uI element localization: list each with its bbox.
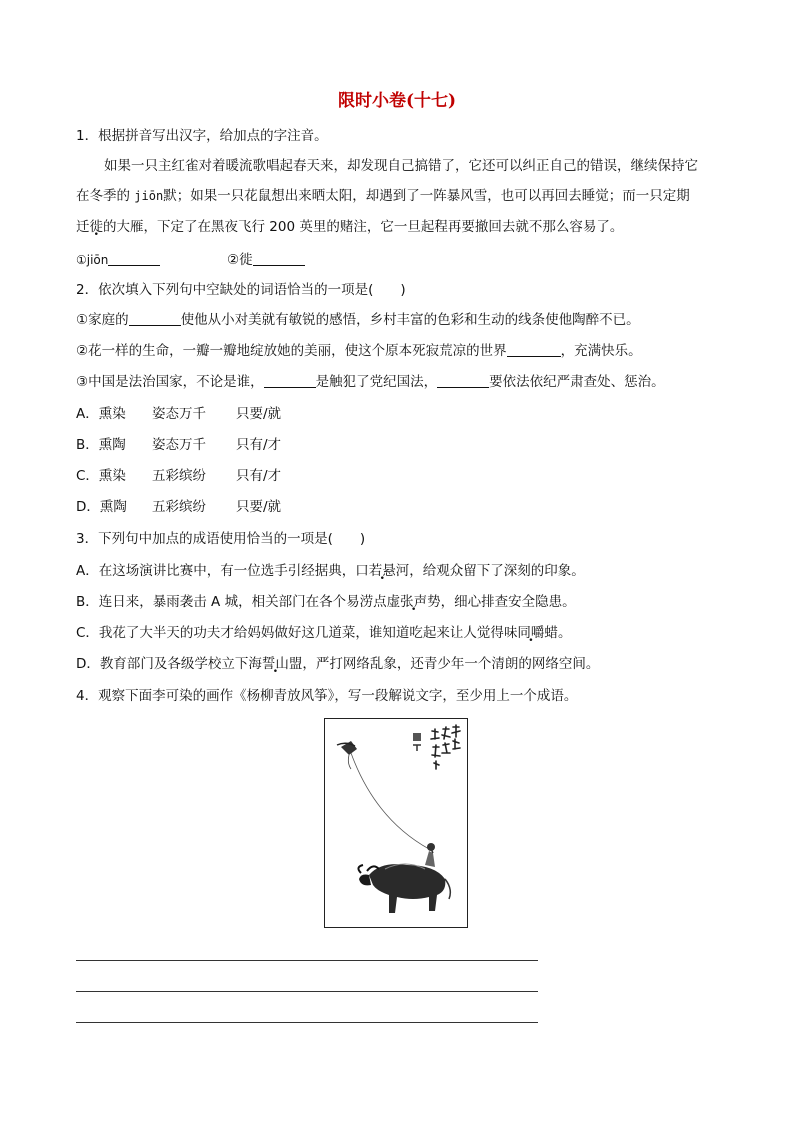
answer-label-1: ①jiōn <box>76 253 109 267</box>
answer-blank-1[interactable] <box>108 251 160 266</box>
q1-passage-line-3 <box>76 217 623 237</box>
dotted-char: 徙 <box>89 219 103 235</box>
option-word: 只要/就 <box>236 406 282 422</box>
option-label: B．熏陶 <box>76 437 126 453</box>
dotted-idiom: 味同嚼蜡 <box>503 625 558 641</box>
q3-stem: 3．下列句中加点的成语使用恰当的一项是( ) <box>76 531 366 547</box>
answer-label-2: ②徙 <box>226 252 253 268</box>
q2-text: ①家庭的 <box>76 312 129 328</box>
q2-text: 是触犯了党纪国法， <box>315 374 438 390</box>
kite-icon <box>337 741 357 769</box>
answer-line-2[interactable] <box>76 991 538 992</box>
option-text: C．我花了大半天的功夫才给妈妈做好这几道菜，谁知道吃起来让人觉得 <box>76 625 504 641</box>
option-text: D．教育部门及各级学校立下 <box>76 656 249 672</box>
fill-blank[interactable] <box>507 342 561 357</box>
q2-text: 使他从小对美就有敏锐的感悟，乡村丰富的色彩和生动的线条使他陶醉不已。 <box>180 312 640 328</box>
fill-blank[interactable] <box>129 311 181 326</box>
q2-text: ②花一样的生命，一瓣一瓣地绽放她的美丽，使这个原本死寂荒凉的世界 <box>76 343 507 359</box>
option-text: A．在这场演讲比赛中，有一位选手引经据典， <box>76 563 356 579</box>
painting-image <box>324 718 468 928</box>
q3-option-d[interactable] <box>76 654 599 674</box>
option-label: C．熏染 <box>76 468 126 484</box>
q1-text: 在冬季的 <box>76 188 135 204</box>
q2-option-a[interactable] <box>76 404 281 424</box>
option-word: 姿态万千 <box>152 437 206 453</box>
option-text: 。 <box>557 625 572 641</box>
q1-answers <box>76 250 305 270</box>
q1-pinyin: jiōn <box>134 189 164 203</box>
answer-line-3[interactable] <box>76 1022 538 1023</box>
dotted-idiom: 海誓山盟 <box>248 656 303 672</box>
option-text: ，给观众留下了深刻的印象。 <box>409 563 585 579</box>
q3-option-b[interactable] <box>76 592 576 612</box>
calligraphy-inscription <box>431 725 460 769</box>
option-word: 只有/才 <box>236 468 282 484</box>
fill-blank[interactable] <box>437 373 489 388</box>
fill-blank[interactable] <box>264 373 316 388</box>
q2-option-d[interactable] <box>76 497 281 517</box>
q2-text: ③中国是法治国家，不论是谁， <box>76 374 264 390</box>
option-text: ，细心排查安全隐患。 <box>440 594 576 610</box>
seal-stamp <box>413 733 421 751</box>
q2-option-b[interactable] <box>76 435 281 455</box>
kite-buffalo-painting <box>325 719 467 927</box>
option-word: 五彩缤纷 <box>152 468 206 484</box>
option-text: B．连日来，暴雨袭击 A 城，相关部门在各个易涝点 <box>76 594 387 610</box>
option-word: 五彩缤纷 <box>152 499 206 515</box>
q2-option-c[interactable] <box>76 466 281 486</box>
answer-blank-2[interactable] <box>253 251 305 266</box>
option-word: 只要/就 <box>236 499 282 515</box>
option-label: D．熏陶 <box>76 499 127 515</box>
q2-text: ，充满快乐。 <box>560 343 642 359</box>
answer-line-1[interactable] <box>76 960 538 961</box>
boy-figure <box>425 843 435 867</box>
q3-option-a[interactable] <box>76 561 585 581</box>
q2-sentence-2 <box>76 341 642 361</box>
q2-stem: 2．依次填入下列句中空缺处的词语恰当的一项是( ) <box>76 282 406 298</box>
option-text: ，严打网络乱象，还青少年一个清朗的网络空间。 <box>302 656 600 672</box>
q1-passage-line-1: 如果一只主红雀对着暖流歌唱起春天来，却发现自己搞错了，它还可以纠正自己的错误，继续保持它 <box>104 158 698 174</box>
water-buffalo <box>358 864 450 913</box>
dotted-idiom: 口若悬河 <box>355 563 410 579</box>
kite-string <box>351 753 429 849</box>
q4-stem: 4．观察下面李可染的画作《杨柳青放风筝》，写一段解说文字，至少用上一个成语。 <box>76 688 578 704</box>
q1-stem: 1．根据拼音写出汉字，给加点的字注音。 <box>76 128 328 144</box>
q1-passage-line-2 <box>76 186 690 206</box>
q1-text: 默；如果一只花鼠想出来晒太阳，却遇到了一阵暴风雪，也可以再回去睡觉；而一只定期 <box>163 188 690 204</box>
option-word: 只有/才 <box>236 437 282 453</box>
q1-text: 的大雁，下定了在黑夜飞行 200 英里的赌注，它一旦起程再要撤回去就不那么容易了。 <box>103 219 624 235</box>
option-label: A．熏染 <box>76 406 126 422</box>
dotted-idiom: 虚张声势 <box>386 594 441 610</box>
q2-text: 要依法依纪严肃查处、惩治。 <box>489 374 665 390</box>
q2-sentence-3 <box>76 372 665 392</box>
q3-option-c[interactable] <box>76 623 571 643</box>
q1-text: 迁 <box>76 219 90 235</box>
page-title: 限时小卷(十七) <box>337 91 457 111</box>
q2-sentence-1 <box>76 310 640 330</box>
option-word: 姿态万千 <box>152 406 206 422</box>
